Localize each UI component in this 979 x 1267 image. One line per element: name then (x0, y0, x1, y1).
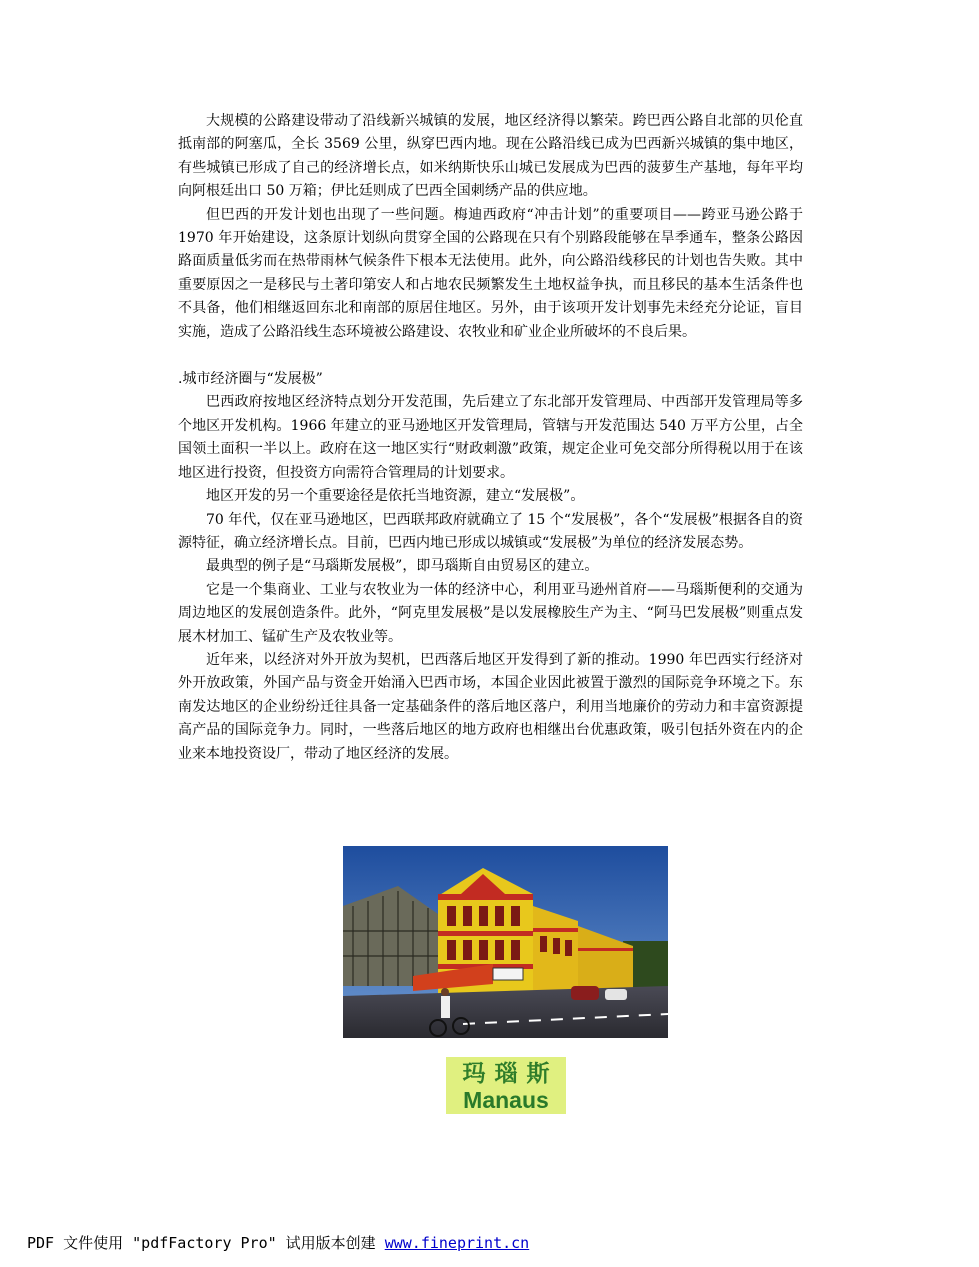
footer-text: PDF 文件使用 "pdfFactory Pro" 试用版本创建 (27, 1234, 385, 1252)
paragraph: 近年来，以经济对外开放为契机，巴西落后地区开发得到了新的推动。1990 年巴西实行经济对外开放政策，外国产品与资金开始涌入巴西市场，本国企业因此被置于激烈的国际竞争环境之下。东南发达地区的企业纷纷迁往具备一定基础条件的落后地区落户，利用当地廉价的劳动力和丰富资源提高产品的国际竞争力。同时，一些落后地区的地方政府也相继出台优惠政策，吸引包括外资在内的企业来本地投资设厂，带动了地区经济的发展。 (178, 651, 803, 762)
paragraph: 70 年代，仅在亚马逊地区，巴西联邦政府就确立了 15 个“发展极”，各个“发展极”根据各自的资源特征，确立经济增长点。目前，巴西内地已形成以城镇或“发展极”为单位的经济发展态势。 (178, 511, 803, 551)
section-heading: .城市经济圈与“发展极” (178, 371, 323, 388)
paragraph: 巴西政府按地区经济特点划分开发范围，先后建立了东北部开发管理局、中西部开发管理局等多个地区开发机构。1966 年建立的亚马逊地区开发管理局，管辖与开发范围达 540 万平方公里，占全国领土面积一半以上。政府在这一地区实行“财政刺激”政策，规定企业可免交部分所得税以用于在该地区进行投资，但投资方向需符合管理局的计划要求。 (178, 394, 803, 481)
paragraph: 大规模的公路建设带动了沿线新兴城镇的发展，地区经济得以繁荣。跨巴西公路自北部的贝伦直抵南部的阿塞瓜，全长 3569 公里，纵穿巴西内地。现在公路沿线已成为巴西新兴城镇的集中地区，有些城镇已形成了自己的经济增长点，如米纳斯快乐山城已发展成为巴西的菠萝生产基地，每年平均向阿根廷出口 50 万箱；伊比廷则成了巴西全国刺绣产品的供应地。 (178, 113, 803, 200)
caption-english: Manaus (463, 1086, 549, 1113)
manaus-caption (446, 1057, 566, 1114)
paragraph: 它是一个集商业、工业与农牧业为一体的经济中心，利用亚马逊州首府——马瑙斯便利的交通为周边地区的发展创造条件。此外，“阿克里发展极”是以发展橡胶生产为主、“阿马巴发展极”则重点发展木材加工、锰矿生产及农牧业等。 (178, 581, 803, 645)
document-body (178, 110, 803, 766)
paragraph: 但巴西的开发计划也出现了一些问题。梅迪西政府“冲击计划”的重要项目——跨亚马逊公路于 1970 年开始建设，这条原计划纵向贯穿全国的公路现在只有个别路段能够在旱季通车，整条公路因路面质量低劣而在热带雨林气候条件下根本无法使用。此外，向公路沿线移民的计划也告失败。其中重要原因之一是移民与土著印第安人和占地农民频繁发生土地权益争执，而且移民的基本生活条件也不具备，他们相继返回东北和南部的原居住地区。另外，由于该项开发计划事先未经充分论证，盲目实施，造成了公路沿线生态环境被公路建设、农牧业和矿业企业所破坏的不良后果。 (178, 206, 803, 340)
paragraph: 最典型的例子是“马瑙斯发展极”，即马瑙斯自由贸易区的建立。 (206, 558, 599, 575)
paragraph: 地区开发的另一个重要途径是依托当地资源，建立“发展极”。 (206, 488, 585, 505)
caption-chinese: 玛瑙斯 (462, 1060, 559, 1087)
footer-link[interactable]: www.fineprint.cn (384, 1234, 530, 1252)
pdf-footer (27, 1232, 529, 1253)
manaus-market-photo (343, 846, 668, 1038)
